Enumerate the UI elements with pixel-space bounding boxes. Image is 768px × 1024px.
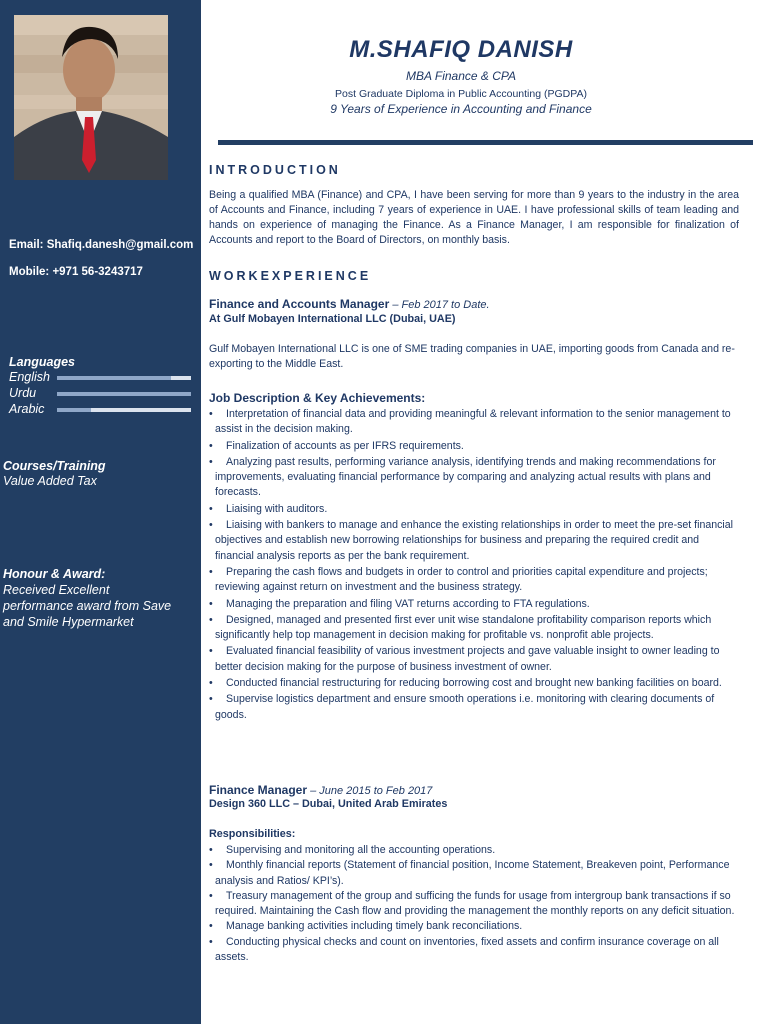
header-divider xyxy=(218,140,753,145)
language-level-fill xyxy=(57,392,191,396)
list-item: • Supervise logistics department and ensure smooth operations i.e. monitoring with clearing documents of goods. xyxy=(209,693,715,721)
languages-heading: Languages xyxy=(9,355,75,369)
job1-bullet-list xyxy=(209,407,739,723)
language-name: Urdu xyxy=(9,386,37,400)
introduction-title: INTRODUCTION xyxy=(209,163,341,177)
language-level-fill xyxy=(57,376,171,380)
email: Email: Shafiq.danesh@gmail.com xyxy=(9,239,194,251)
mobile: Mobile: +971 56-3243717 xyxy=(9,266,143,278)
language-name: English xyxy=(9,370,50,384)
language-urdu xyxy=(9,386,194,402)
job2-bullet-list xyxy=(209,843,739,965)
diploma: Post Graduate Diploma in Public Accounting (PGDPA) xyxy=(335,88,587,100)
profile-photo xyxy=(14,15,168,180)
job1-company: At Gulf Mobayen International LLC (Dubai, UAE) xyxy=(209,313,456,325)
experience-summary: 9 Years of Experience in Accounting and Finance xyxy=(330,102,592,116)
list-item: • Liaising with auditors. xyxy=(209,502,328,515)
language-english xyxy=(9,370,194,386)
honour-heading: Honour & Award: xyxy=(3,567,106,581)
language-level-bar xyxy=(57,376,191,380)
list-item: • Conducting physical checks and count on inventories, fixed assets and confirm insurance coverage on all assets. xyxy=(209,935,719,964)
language-level-fill xyxy=(57,408,91,412)
list-item: • Analyzing past results, performing variance analysis, identifying trends and making recommendations for improvements, evaluating financial performance by comparing and analyzing actual results with plans and forecasts. xyxy=(209,455,716,499)
language-arabic xyxy=(9,402,194,418)
list-item: • Monthly financial reports (Statement of financial position, Income Statement, Breakeven point, Performance analysis and Ratios/ KPI’s). xyxy=(209,859,730,887)
job1-role: Finance and Accounts Manager xyxy=(209,297,390,311)
job1-title xyxy=(209,297,490,311)
list-item: • Evaluated financial feasibility of various investment projects and gave valuable insight to owner leading to better decision making for the purpose of business investment of owner. xyxy=(209,645,720,673)
language-level-bar xyxy=(57,408,191,412)
job2-date: – June 2015 to Feb 2017 xyxy=(307,785,433,797)
language-name: Arabic xyxy=(9,402,45,416)
list-item: • Finalization of accounts as per IFRS requirements. xyxy=(209,439,464,452)
courses-item: Value Added Tax xyxy=(3,474,97,488)
job1-achievements-heading: Job Description & Key Achievements: xyxy=(209,391,426,405)
courses-heading: Courses/Training xyxy=(3,459,106,473)
honour-line: and Smile Hypermarket xyxy=(3,615,134,629)
honour-line: performance award from Save xyxy=(3,599,172,613)
job2-company: Design 360 LLC – Dubai, United Arab Emirates xyxy=(209,798,448,810)
list-item: • Supervising and monitoring all the accounting operations. xyxy=(209,844,496,856)
job1-description: Gulf Mobayen International LLC is one of SME trading companies in UAE, importing goods from Canada and re-exporting to the Middle East. xyxy=(209,343,735,370)
sidebar xyxy=(0,0,201,1024)
list-item: • Interpretation of financial data and providing meaningful & relevant information to the senior management to assist in the decision making. xyxy=(209,408,731,436)
list-item: • Treasury management of the group and sufficing the funds for usage from intergroup bank transactions if so required. Maintaining the Cash flow and providing the management the monthly reports on any deficit situation. xyxy=(209,889,735,918)
language-level-bar xyxy=(57,392,191,396)
work-experience-title: WORKEXPERIENCE xyxy=(209,269,372,283)
list-item: • Manage banking activities including timely bank reconciliations. xyxy=(209,920,523,933)
main-content xyxy=(201,0,768,1024)
list-item: • Designed, managed and presented first ever unit wise standalone profitability comparison reports which significantly help top management in decision making for profitable vs. nonprofit able projects. xyxy=(209,613,712,642)
job2-role: Finance Manager xyxy=(209,783,308,797)
job1-date: – Feb 2017 to Date. xyxy=(389,299,490,311)
list-item: • Managing the preparation and filing VAT returns according to FTA regulations. xyxy=(209,597,590,610)
list-item: • Conducted financial restructuring for reducing borrowing cost and brought new banking facilities on board. xyxy=(209,677,722,690)
job2-title xyxy=(209,783,432,797)
honour-line: Received Excellent xyxy=(3,583,110,597)
qualification: MBA Finance & CPA xyxy=(405,69,517,83)
job2-responsibilities-heading: Responsibilities: xyxy=(209,828,296,840)
list-item: • Liaising with bankers to manage and enhance the existing relationships in order to meet the pre-set financial objectives and establish new borrowing relationships for business and preparing the required credit and financial analysis reports as per the bank requirement. xyxy=(209,519,734,562)
introduction-text: Being a qualified MBA (Finance) and CPA, I have been serving for more than 9 years to the industry in the area of Accounts and Finance, including 7 years of experience in UAE. I have professional skills of team leading and hands on experience of managing the Finance. As a Finance Manager, I am responsible for finalization of Accounts and report to the Board of Directors, on monthly basis. xyxy=(209,189,739,246)
candidate-name: M.SHAFIQ DANISH xyxy=(349,36,573,63)
list-item: • Preparing the cash flows and budgets in order to control and priorities capital expenditure and projects; reviewing against return on investment and the business strategy. xyxy=(209,565,708,594)
